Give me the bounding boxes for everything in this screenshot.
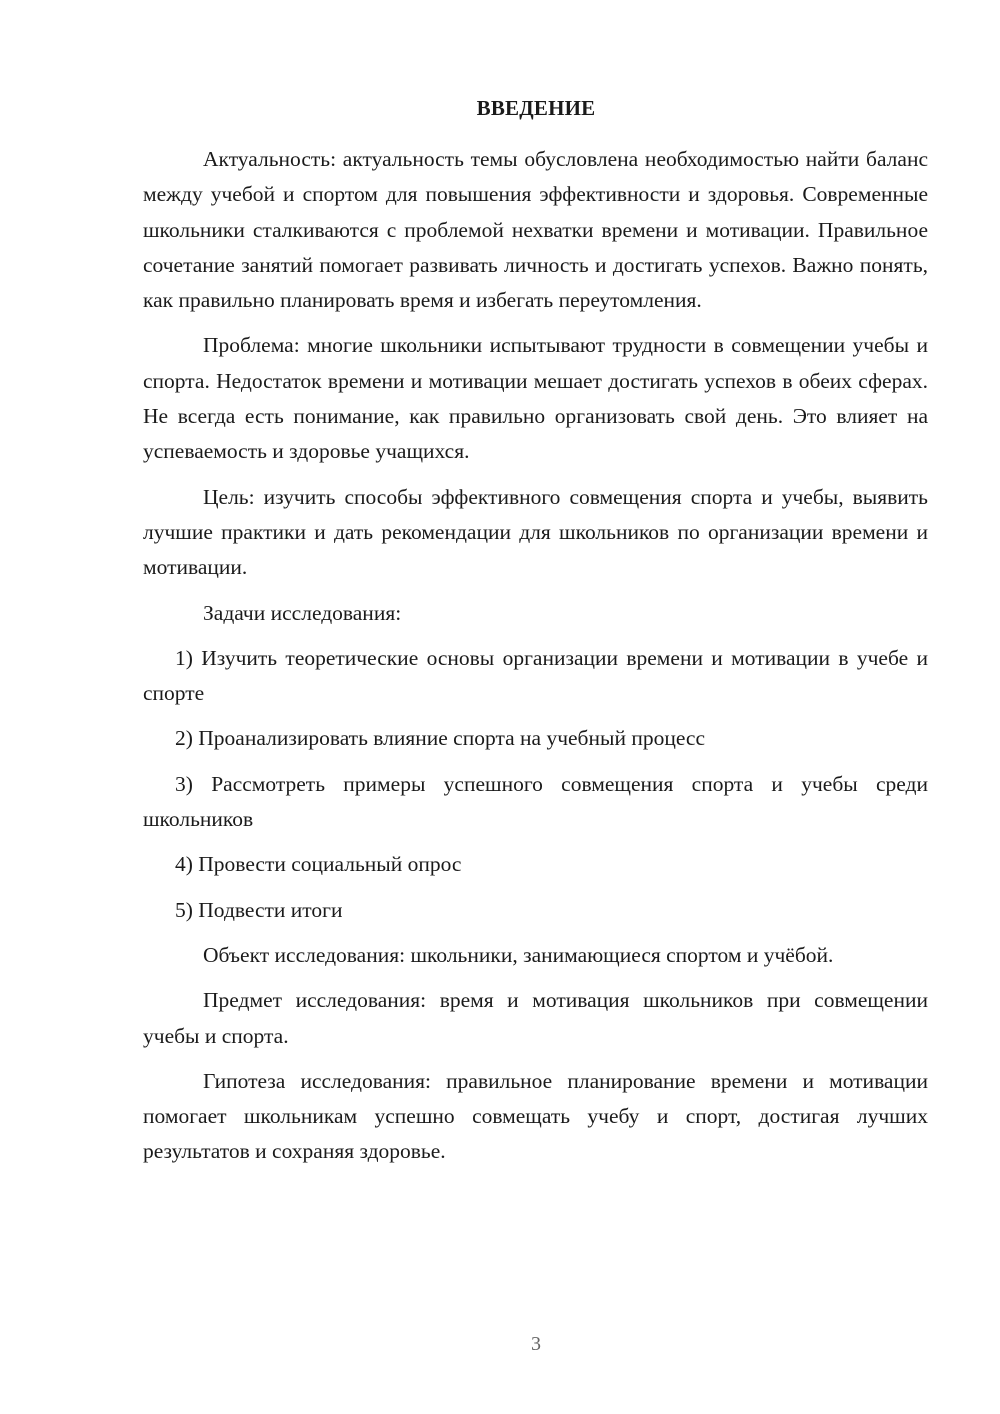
task-item-1: 1) Изучить теоретические основы организации времени и мотивации в учебе и спорте <box>143 645 928 706</box>
subject-paragraph: Предмет исследования: время и мотивация школьников при совмещении учебы и спорта. <box>143 988 928 1048</box>
page-number: 3 <box>531 1333 541 1355</box>
tasks-heading: Задачи исследования: <box>203 600 402 625</box>
relevance-paragraph: Актуальность: актуальность темы обусловлена необходимостью найти баланс между учебой и спортом для повышения эффективности и здоровья. Современные школьники сталкиваются с проблемой нехватки времени и мотивации. Правильное сочетание занятий помогает развивать личность и достигать успехов. Важно понять, как правильно планировать время и избегать переутомления. <box>143 147 928 313</box>
object-paragraph: Объект исследования: школьники, занимающиеся спортом и учёбой. <box>203 942 834 967</box>
page-title: ВВЕДЕНИЕ <box>476 96 596 120</box>
task-item-3: 3) Рассмотреть примеры успешного совмещения спорта и учебы среди школьников <box>143 771 928 832</box>
task-item-4: 4) Провести социальный опрос <box>175 852 462 877</box>
task-item-2: 2) Проанализировать влияние спорта на учебный процесс <box>175 726 705 751</box>
task-item-5: 5) Подвести итоги <box>175 897 343 922</box>
problem-paragraph: Проблема: многие школьники испытывают трудности в совмещении учебы и спорта. Недостаток времени и мотивации мешает достигать успехов в обеих сферах. Не всегда есть понимание, как правильно организовать свой день. Это влияет на успеваемость и здоровье учащихся. <box>143 333 928 464</box>
goal-paragraph: Цель: изучить способы эффективного совмещения спорта и учебы, выявить лучшие практики и дать рекомендации для школьников по организации времени и мотивации. <box>143 484 928 580</box>
hypothesis-paragraph: Гипотеза исследования: правильное планирование времени и мотивации помогает школьникам успешно совмещать учебу и спорт, достигая лучших результатов и сохраняя здоровье. <box>143 1068 928 1164</box>
page-body <box>143 142 928 1180</box>
